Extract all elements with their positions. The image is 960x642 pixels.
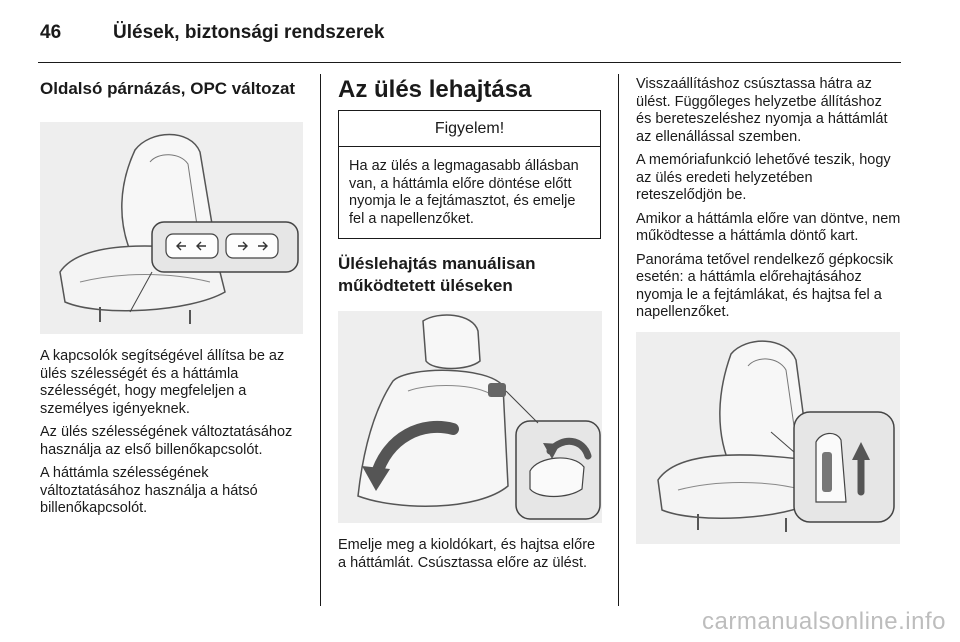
column-2 xyxy=(338,74,603,578)
column-3 xyxy=(636,74,901,544)
paragraph-lift-lever: Emelje meg a kioldókart, és hajtsa előre a háttámlát. Csúsztassa előre az ülést. xyxy=(338,537,596,571)
paragraph-reset: Visszaállításhoz csúsztassa hátra az ülést. Függőleges helyzetbe állításhoz és bereteszeléshez nyomja a háttámlát az ellenállással szemben. xyxy=(636,76,888,145)
paragraph-backrest-width: A háttámla szélességének változtatásához használja a hátsó billenőkapcsolót. xyxy=(40,465,258,516)
column-divider-left xyxy=(320,74,321,606)
sport-seat-fold-lever-icon xyxy=(636,332,900,544)
paragraph-panorama: Panoráma tetővel rendelkező gépkocsik esetén: a háttámla előrehajtásához nyomja le a fejtámlákat, és hajtsa fel a napellenzőket. xyxy=(636,251,894,320)
page-number: 46 xyxy=(40,22,62,43)
manual-seat-fold-lever-icon xyxy=(338,311,602,523)
watermark: carmanualsonline.info xyxy=(702,608,946,635)
paragraph-memory: A memóriafunkció lehetővé teszik, hogy az ülés eredeti helyzetében reteszelődjön be. xyxy=(636,152,891,203)
section-heading-fold-seat: Az ülés lehajtása xyxy=(338,76,532,103)
warning-title: Figyelem! xyxy=(339,111,600,147)
header-rule xyxy=(38,62,901,63)
paragraph-adjust-width: A kapcsolók segítségével állítsa be az ülés szélességét és a háttámla szélességét, hogy megfeleljen a személyes igényeknek. xyxy=(40,348,285,417)
paragraph-seat-width: Az ülés szélességének változtatásához használja az első billenőkapcsolót. xyxy=(40,424,293,458)
warning-box xyxy=(338,110,601,239)
paragraph-no-recline: Amikor a háttámla előre van döntve, nem működtesse a háttámla döntő kart. xyxy=(636,210,901,244)
sport-seat-width-switches-icon xyxy=(40,122,303,334)
column-1 xyxy=(40,74,305,524)
section-heading-side-bolster: Oldalsó párnázás, OPC változat xyxy=(40,79,296,98)
column-divider-right xyxy=(618,74,619,606)
subheading-manual-seat-fold: Üléslehajtás manuálisan működtetett üléseken xyxy=(338,254,536,295)
warning-text: Ha az ülés a legmagasabb állásban van, a háttámla előre döntése előtt nyomja le a fejtámasztot, és emelje fel a napellenzőket. xyxy=(349,158,579,227)
page-header-title: Ülések, biztonsági rendszerek xyxy=(113,22,385,43)
